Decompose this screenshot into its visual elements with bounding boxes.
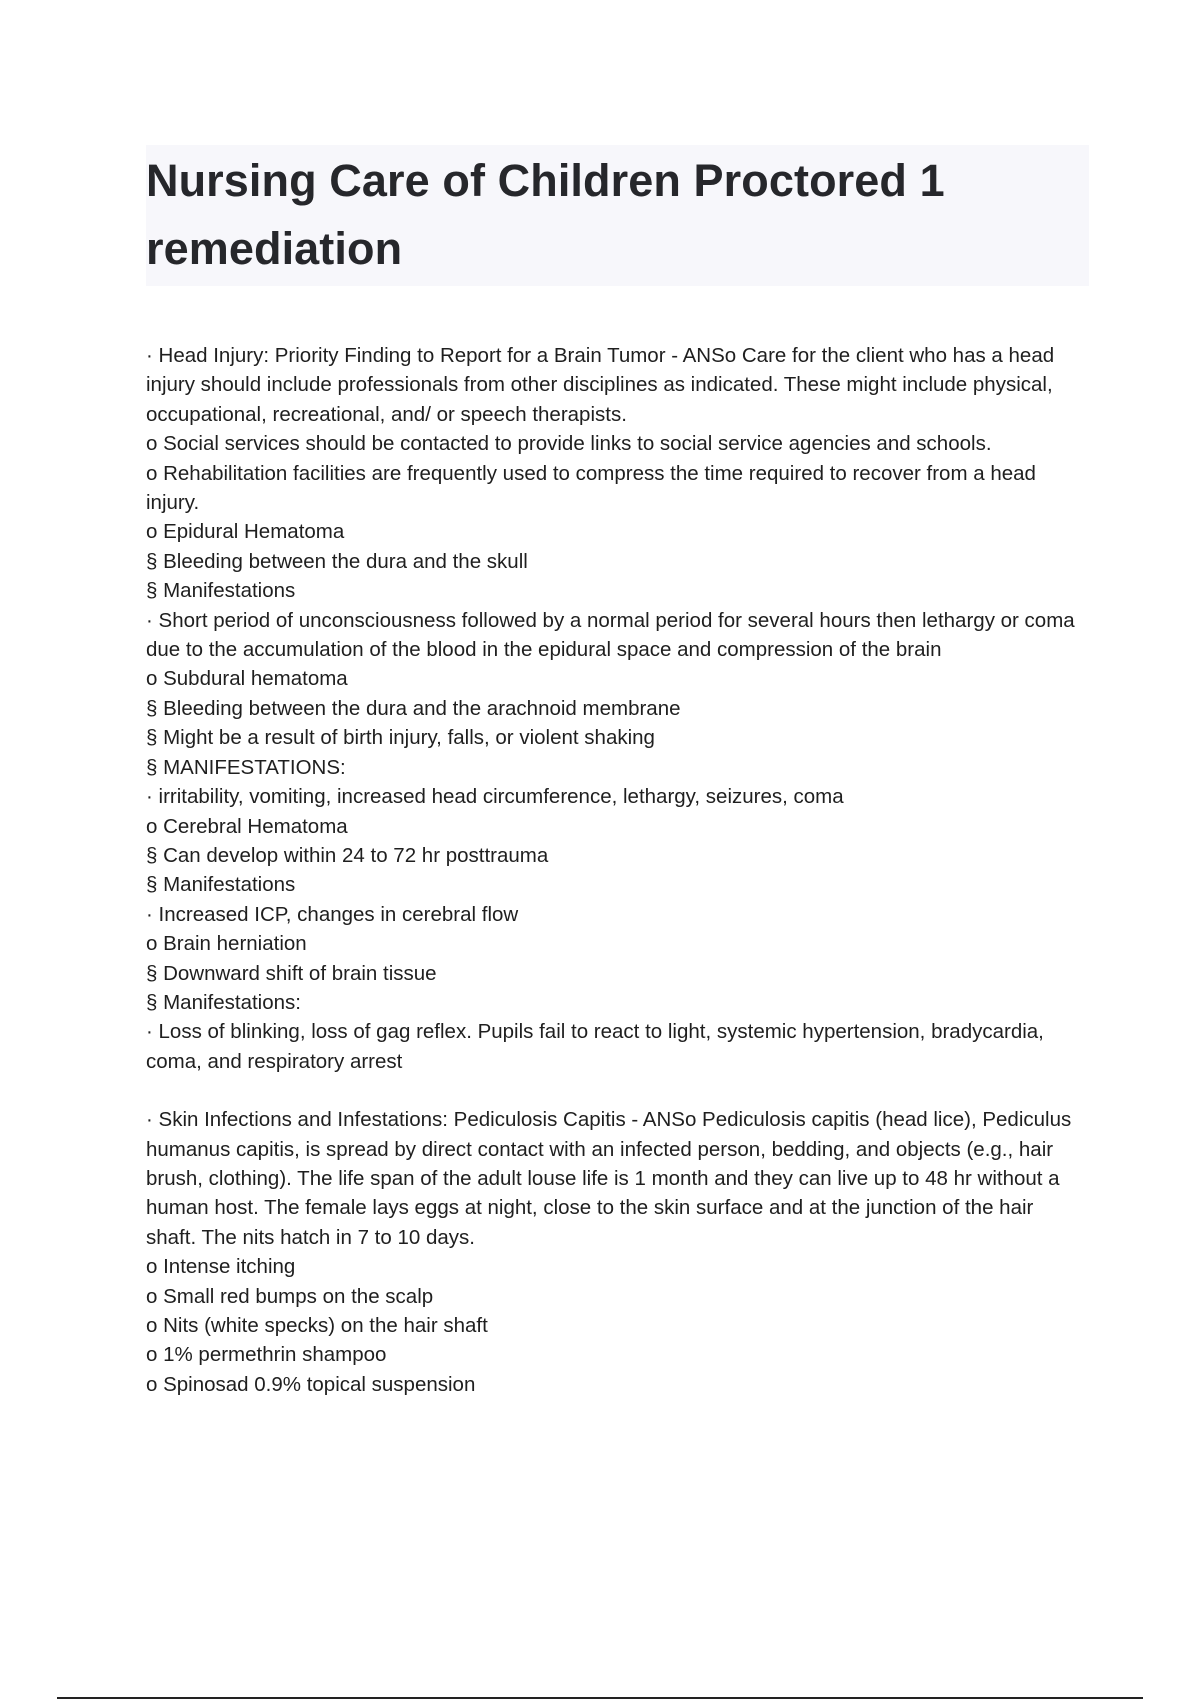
paragraph: § Manifestations <box>146 873 296 897</box>
paragraph: · Loss of blinking, loss of gag reflex. Pupils fail to react to light, systemic hypertension, bradycardia, coma, and respiratory arrest <box>146 1020 1044 1073</box>
paragraph: § Manifestations: <box>146 990 301 1014</box>
paragraph: · irritability, vomiting, increased head circumference, lethargy, seizures, coma <box>146 785 844 809</box>
paragraph: o Nits (white specks) on the hair shaft <box>146 1314 488 1337</box>
paragraph: § Might be a result of birth injury, falls, or violent shaking <box>146 726 655 750</box>
paragraph: o Epidural Hematoma <box>146 520 345 544</box>
page-bottom-divider <box>57 1697 1143 1699</box>
paragraph: o Small red bumps on the scalp <box>146 1284 434 1308</box>
paragraph: o Intense itching <box>146 1255 296 1279</box>
paragraph-spacer <box>146 1076 1086 1105</box>
paragraph: o Spinosad 0.9% topical suspension <box>146 1372 476 1396</box>
paragraph: · Short period of unconsciousness followed by a normal period for several hours then lethargy or coma due to the accumulation of the blood in the epidural space and compression of the brain <box>146 608 1075 662</box>
paragraph: § Downward shift of brain tissue <box>146 961 437 985</box>
paragraph: o Brain herniation <box>146 932 307 956</box>
paragraph: § MANIFESTATIONS: <box>146 755 346 779</box>
paragraph: § Manifestations <box>146 579 296 603</box>
paragraph: · Skin Infections and Infestations: Pediculosis Capitis - ANSo Pediculosis capitis (head lice), Pediculus humanus capitis, is spread by direct contact with an infected person, bedding, and objects (e.g., hair brush, clothing). The life span of the adult louse life is 1 month and they can live up to 48 hr without a human host. The female lays eggs at night, close to the skin surface and at the junction of the hair shaft. The nits hatch in 7 to 10 days. <box>146 1108 1072 1249</box>
paragraph: § Can develop within 24 to 72 hr posttrauma <box>146 843 549 867</box>
paragraph: o 1% permethrin shampoo <box>146 1343 387 1367</box>
paragraph: · Increased ICP, changes in cerebral flow <box>146 902 519 926</box>
paragraph: · Head Injury: Priority Finding to Report for a Brain Tumor - ANSo Care for the client who has a head injury should include professionals from other disciplines as indicated. These might include physical, occupational, recreational, and/ or speech therapists. <box>146 344 1055 426</box>
title-banner <box>146 145 1089 286</box>
paragraph: o Social services should be contacted to provide links to social service agencies and schools. <box>146 432 992 456</box>
paragraph: o Cerebral Hematoma <box>146 814 348 838</box>
document-body <box>146 341 1086 1399</box>
paragraph: o Rehabilitation facilities are frequently used to compress the time required to recover from a head injury. <box>146 461 1036 515</box>
page-title: Nursing Care of Children Proctored 1 remediation <box>146 155 945 274</box>
paragraph: § Bleeding between the dura and the arachnoid membrane <box>146 696 681 720</box>
paragraph: § Bleeding between the dura and the skull <box>146 549 528 573</box>
paragraph: o Subdural hematoma <box>146 667 348 691</box>
